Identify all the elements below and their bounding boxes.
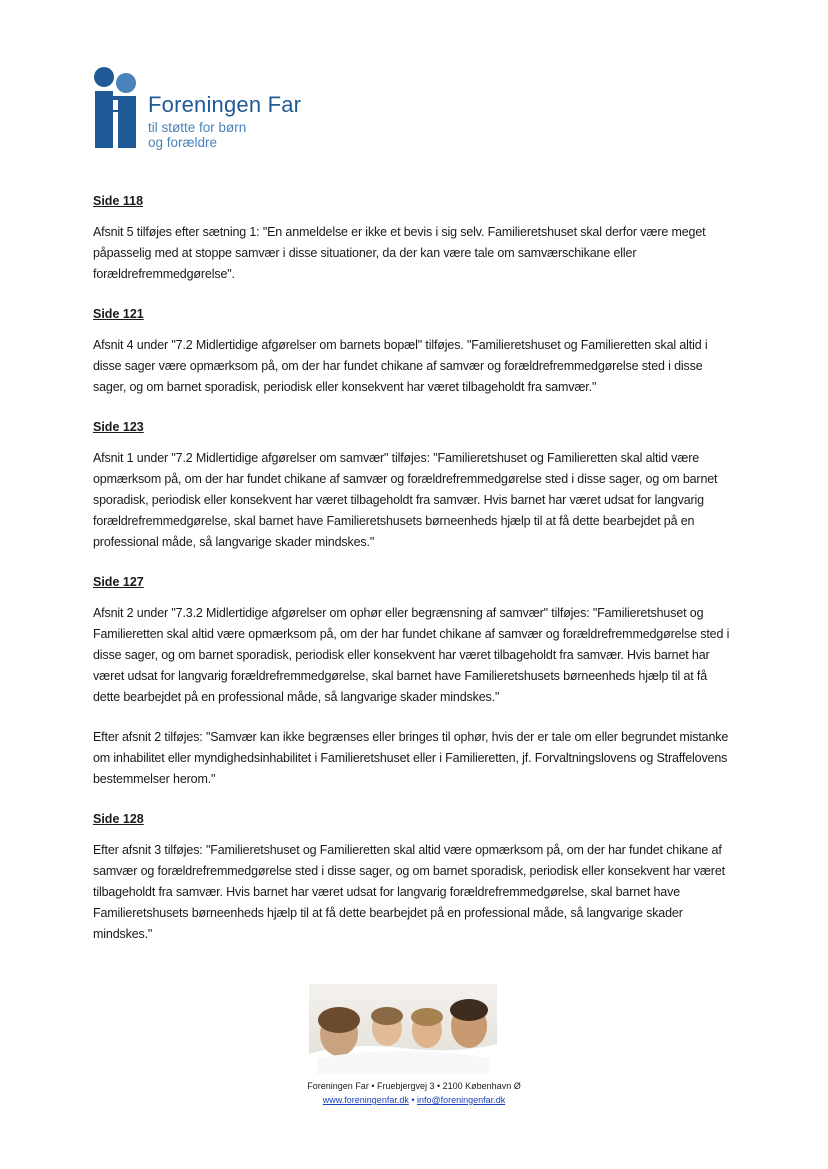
section-paragraph: Efter afsnit 3 tilføjes: "Familieretshuset og Familieretten skal altid være opmærksom på, om der har fundet chikane af samvær og forældrefremmedgørelse sted i disse sager, og om barnet sporadisk, periodisk eller konsekvent har været tilbageholdt fra samvær. Hvis barnet har været udsat for langvarig forældrefremmedgørelse, skal barnet have Familieretshusets børneenheds hjælp til at få dette bearbejdet på en professional måde, så langvarige skader mindskes." bbox=[93, 843, 725, 941]
logo-tagline-2: og forældre bbox=[148, 135, 218, 150]
section-heading: Side 118 bbox=[93, 194, 144, 208]
footer-address: Foreningen Far • Fruebjergvej 3 • 2100 København Ø bbox=[307, 1081, 521, 1091]
footer-contact bbox=[0, 1095, 828, 1105]
section-heading: Side 128 bbox=[93, 812, 144, 826]
section-side-123 bbox=[93, 418, 733, 553]
section-heading: Side 121 bbox=[93, 307, 144, 321]
foreningen-far-logo-icon bbox=[92, 66, 144, 150]
section-side-127 bbox=[93, 573, 733, 790]
section-paragraph: Efter afsnit 2 tilføjes: "Samvær kan ikke begrænses eller bringes til ophør, hvis der er tale om eller begrundet mistanke om inhabilitet eller myndighedsinhabilitet i Familieretshuset eller i Familieretten, jf. Forvaltningslovens og Straffelovens bestemmelser herom." bbox=[93, 730, 729, 786]
email-link[interactable]: info@foreningenfar.dk bbox=[417, 1095, 506, 1105]
document-body bbox=[93, 192, 733, 965]
section-paragraph: Afsnit 5 tilføjes efter sætning 1: "En anmeldelse er ikke et bevis i sig selv. Familieretshuset skal derfor være meget påpasselig med at stoppe samvær i disse situationer, da der kan være tale om samværschikane eller forældrefremmedgørelse". bbox=[93, 225, 706, 281]
section-paragraph: Afsnit 2 under "7.3.2 Midlertidige afgørelser om ophør eller begrænsning af samvær" tilføjes: "Familieretshuset og Familieretten skal altid være opmærksom på, om der har fundet chikane af samvær og forældrefremmedgørelse sted i disse sager, og om barnet sporadisk, periodisk eller konsekvent har været tilbageholdt fra samvær. Hvis barnet har været udsat for langvarig forældrefremmedgørelse, skal barnet have Familieretshusets børneenheds hjælp til at få dette bearbejdet på en professional måde, så langvarige skader mindskes." bbox=[93, 606, 730, 704]
section-paragraph: Afsnit 1 under "7.2 Midlertidige afgørelser om samvær" tilføjes: "Familieretshuset og Familieretten skal altid være opmærksom på, om der har fundet chikane af samvær og forældrefremmedgørelse sted i disse sager, og om barnet sporadisk, periodisk eller konsekvent har været tilbageholdt fra samvær. Hvis barnet har været udsat for langvarig forældrefremmedgørelse, skal barnet have Familieretshusets børneenheds hjælp til at få dette bearbejdet på en professional måde, så langvarige skader mindskes." bbox=[93, 451, 718, 549]
section-heading: Side 127 bbox=[93, 575, 144, 589]
logo bbox=[92, 66, 322, 156]
website-link[interactable]: www.foreningenfar.dk bbox=[322, 1095, 409, 1105]
logo-tagline-1: til støtte for børn bbox=[148, 120, 247, 135]
logo-name: Foreningen Far bbox=[148, 92, 302, 117]
section-paragraph: Afsnit 4 under "7.2 Midlertidige afgørelser om barnets bopæl" tilføjes. "Familieretshuset og Familieretten skal altid i disse sager være opmærksom på, om der har fundet chikane af samvær og forældrefremmedgørelse sted i disse sager, og om barnet sporadisk, periodisk eller konsekvent har været tilbageholdt fra samvær." bbox=[93, 338, 708, 394]
family-photo bbox=[309, 984, 497, 1074]
footer-separator: • bbox=[408, 1095, 417, 1105]
section-side-128 bbox=[93, 810, 733, 945]
section-side-118 bbox=[93, 192, 733, 285]
section-heading: Side 123 bbox=[93, 420, 144, 434]
section-side-121 bbox=[93, 305, 733, 398]
